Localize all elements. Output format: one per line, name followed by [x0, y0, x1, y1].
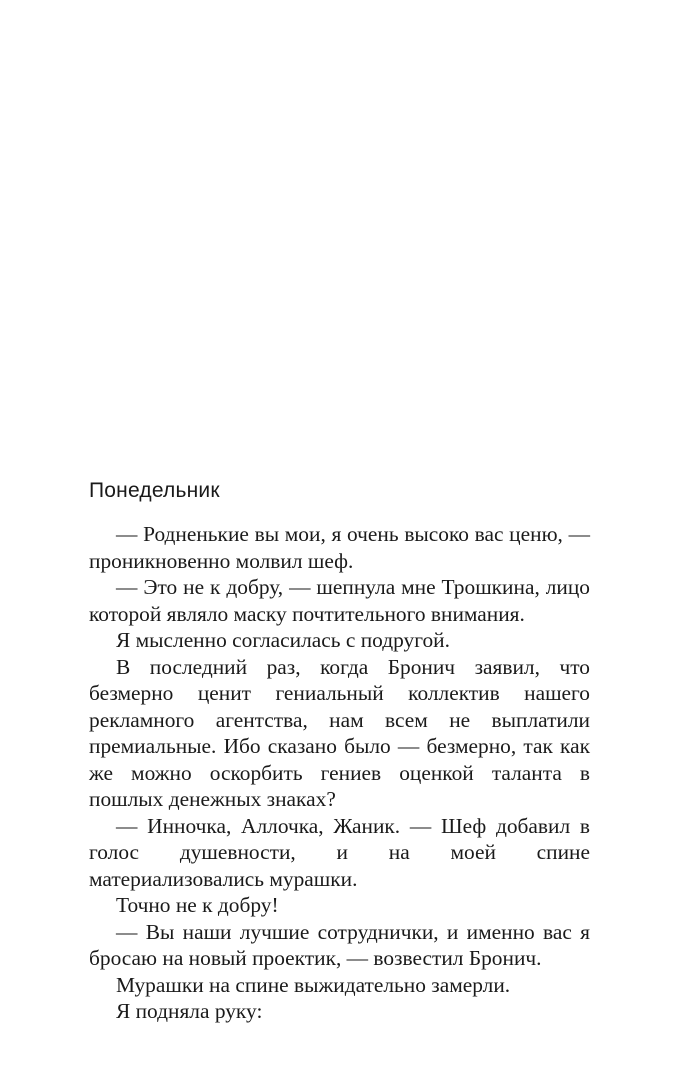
paragraph: Мурашки на спине выжидательно замерли. — [116, 972, 511, 997]
paragraph: Точно не к добру! — [116, 893, 279, 917]
paragraph: — Инночка, Аллочка, Жаник. — Шеф добавил в голос душевности, и на моей спине материализовались мурашки. — [89, 813, 590, 891]
paragraph: — Вы наши лучшие сотруднички, и именно вас я бросаю на новый проектик, — возвестил Бронич. — [89, 919, 590, 970]
paragraph: — Родненькие вы мои, я очень высоко вас ценю, — проникновенно молвил шеф. — [89, 522, 590, 573]
paragraph: — Это не к добру, — шепнула мне Трошкина, лицо которой являло маску почтительного внимания. — [89, 575, 590, 626]
chapter-body — [89, 521, 590, 1025]
paragraph: Я подняла руку: — [116, 999, 263, 1023]
paragraph: Я мысленно согласилась с подругой. — [116, 628, 450, 652]
chapter-title: Понедельник — [89, 479, 220, 502]
paragraph: В последний раз, когда Бронич заявил, что безмерно ценит гениальный коллектив нашего рекламного агентства, нам всем не выплатили премиальные. Ибо сказано было — безмерно, так как же можно оскорбить гениев оценкой таланта в пошлых денежных знаках? — [89, 654, 590, 811]
